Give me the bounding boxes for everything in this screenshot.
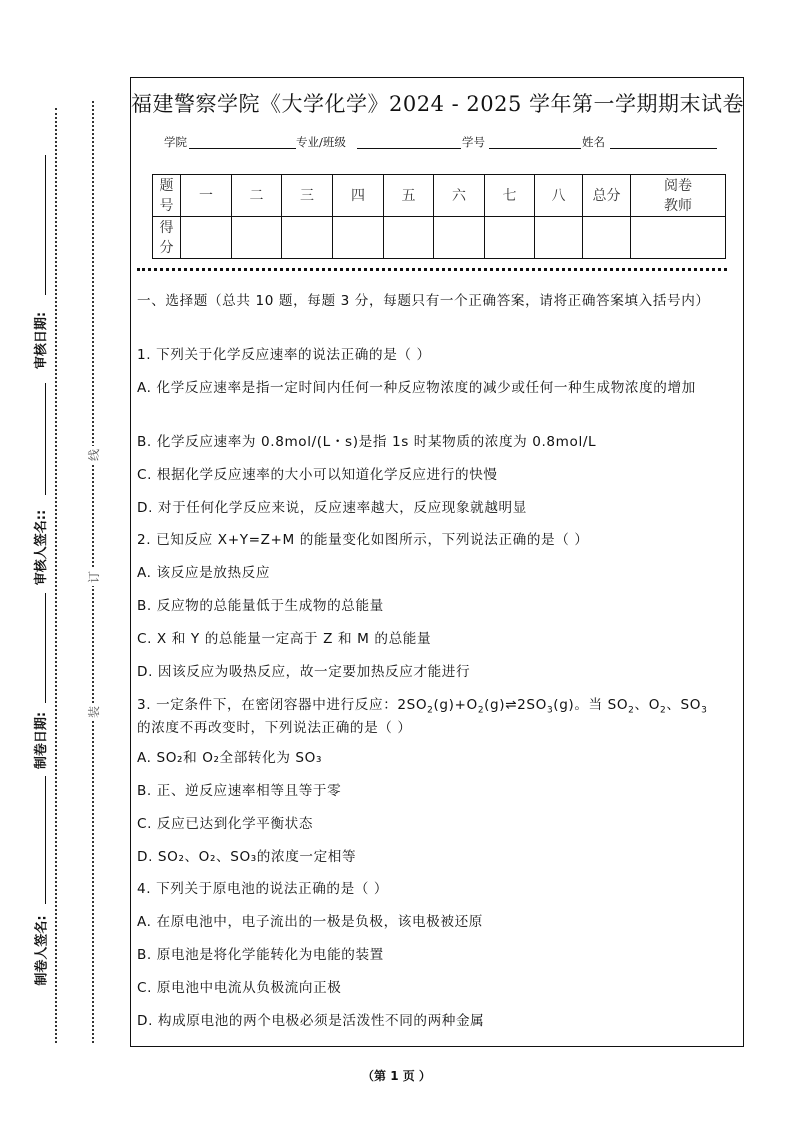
question-2-option-b[interactable]: B. 反应物的总能量低于生成物的总能量	[137, 598, 384, 614]
section-1-heading: 一、选择题（总共 10 题，每题 3 分，每题只有一个正确答案，请将正确答案填入括号内）	[137, 293, 710, 309]
col-header-7: 七	[485, 175, 535, 217]
score-cell-2[interactable]	[232, 217, 282, 259]
question-4-option-b[interactable]: B. 原电池是将化学能转化为电能的装置	[137, 947, 384, 963]
exam-title: 福建警察学院《大学化学》2024 - 2025 学年第一学期期末试卷	[131, 92, 745, 116]
reviewer-signature-label: 审核人签名::	[34, 509, 50, 586]
question-4-option-a[interactable]: A. 在原电池中，电子流出的一极是负极，该电极被还原	[137, 914, 483, 930]
question-4-option-d[interactable]: D. 构成原电池的两个电极必须是活泼性不同的两种金属	[137, 1013, 485, 1029]
binding-mark-staple: 订	[84, 568, 102, 586]
question-1-option-c[interactable]: C. 根据化学反应速率的大小可以知道化学反应进行的快慢	[137, 467, 498, 483]
col-header-3: 三	[282, 175, 333, 217]
reviewer-signature-underline-lower[interactable]	[45, 593, 46, 703]
question-3-option-c[interactable]: C. 反应已达到化学平衡状态	[137, 816, 314, 832]
binding-mark-line: 线	[84, 446, 102, 464]
name-input[interactable]	[610, 148, 717, 149]
question-2-stem: 2. 已知反应 X+Y=Z+M 的能量变化如图所示，下列说法正确的是（ ）	[137, 532, 589, 548]
col-header-total: 总分	[583, 175, 631, 217]
prepare-date-underline[interactable]	[45, 776, 46, 904]
question-1-stem: 1. 下列关于化学反应速率的说法正确的是（ ）	[137, 347, 431, 363]
major-class-label: 专业/班级	[296, 135, 346, 149]
page-number: （第 1 页 ）	[362, 1069, 431, 1083]
score-table	[152, 174, 726, 259]
score-cell-8[interactable]	[535, 217, 583, 259]
preparer-signature-label: 制卷人签名:	[34, 914, 50, 986]
question-1-option-d[interactable]: D. 对于任何化学反应来说，反应速率越大，反应现象就越明显	[137, 500, 527, 516]
review-date-underline[interactable]	[45, 155, 46, 295]
col-header-4: 四	[333, 175, 384, 217]
question-1-option-a[interactable]: A. 化学反应速率是指一定时间内任何一种反应物浓度的减少或任何一种生成物浓度的增加	[137, 380, 696, 396]
question-3-stem: 3. 一定条件下，在密闭容器中进行反应：$2SO_2(g)+O_2(g)\rightleftharpoons 2SO_3(g)$。当 $SO_2$、$O_2$、$SO_3$ 的浓度不再改变时，下列说法正确的是（ ）	[137, 697, 708, 736]
question-3-option-b[interactable]: B. 正、逆反应速率相等且等于零	[137, 783, 342, 799]
score-cell-total[interactable]	[583, 217, 631, 259]
header-char: 号	[159, 197, 174, 214]
exam-paper-frame	[130, 77, 744, 1047]
prepare-date-label: 制卷日期:	[34, 711, 50, 769]
col-header-grader	[631, 175, 726, 217]
score-cell-7[interactable]	[485, 217, 535, 259]
major-class-input[interactable]	[357, 148, 461, 149]
grader-header-line2: 教师	[664, 197, 692, 214]
review-date-label: 审核日期:	[34, 311, 50, 369]
question-4-option-c[interactable]: C. 原电池中电流从负极流向正极	[137, 980, 342, 996]
question-number-header	[153, 175, 181, 217]
q3-text: 、O	[634, 697, 660, 713]
score-row-header	[153, 217, 181, 259]
q3-text: 3. 一定条件下，在密闭容器中进行反应：2SO	[137, 697, 428, 713]
header-char: 题	[159, 177, 174, 194]
question-2-option-c[interactable]: C. X 和 Y 的总能量一定高于 Z 和 M 的总能量	[137, 631, 432, 647]
reviewer-signature-underline[interactable]	[45, 383, 46, 495]
grader-header-line1: 阅卷	[664, 177, 692, 194]
q3-text: 、SO	[666, 697, 702, 713]
score-cell-4[interactable]	[333, 217, 384, 259]
student-id-input[interactable]	[489, 148, 581, 149]
question-4-stem: 4. 下列关于原电池的说法正确的是（ ）	[137, 881, 389, 897]
question-2-option-a[interactable]: A. 该反应是放热反应	[137, 565, 271, 581]
q3-text: (g)。当 SO	[553, 697, 629, 713]
question-1-option-b[interactable]: B. 化学反应速率为 0.8mol/(L・s)是指 1s 时某物质的浓度为 0.8mol/L	[137, 434, 597, 450]
score-table-header-row	[153, 175, 726, 217]
question-3-option-a[interactable]: A. SO₂和 O₂全部转化为 SO₃	[137, 750, 323, 766]
score-cell-6[interactable]	[434, 217, 485, 259]
col-header-6: 六	[434, 175, 485, 217]
col-header-5: 五	[384, 175, 434, 217]
q3-text: (g)⇌2SO	[484, 697, 547, 713]
section-dotted-separator	[137, 268, 727, 271]
name-label: 姓名	[582, 135, 605, 149]
college-label: 学院	[164, 135, 187, 149]
score-cell-5[interactable]	[384, 217, 434, 259]
header-char: 得	[159, 219, 174, 236]
col-header-2: 二	[232, 175, 282, 217]
college-input[interactable]	[189, 148, 296, 149]
col-header-1: 一	[181, 175, 232, 217]
score-cell-grader[interactable]	[631, 217, 726, 259]
score-table-score-row	[153, 217, 726, 259]
student-id-label: 学号	[462, 135, 485, 149]
q3-text: 的浓度不再改变时，下列说法正确的是（ ）	[137, 720, 412, 736]
score-cell-1[interactable]	[181, 217, 232, 259]
q3-text: (g)+O	[433, 697, 478, 713]
col-header-8: 八	[535, 175, 583, 217]
binding-mark-bind: 装	[84, 703, 102, 721]
question-2-option-d[interactable]: D. 因该反应为吸热反应，故一定要加热反应才能进行	[137, 664, 471, 680]
score-cell-3[interactable]	[282, 217, 333, 259]
question-3-option-d[interactable]: D. SO₂、O₂、SO₃的浓度一定相等	[137, 849, 357, 865]
header-char: 分	[159, 239, 174, 256]
